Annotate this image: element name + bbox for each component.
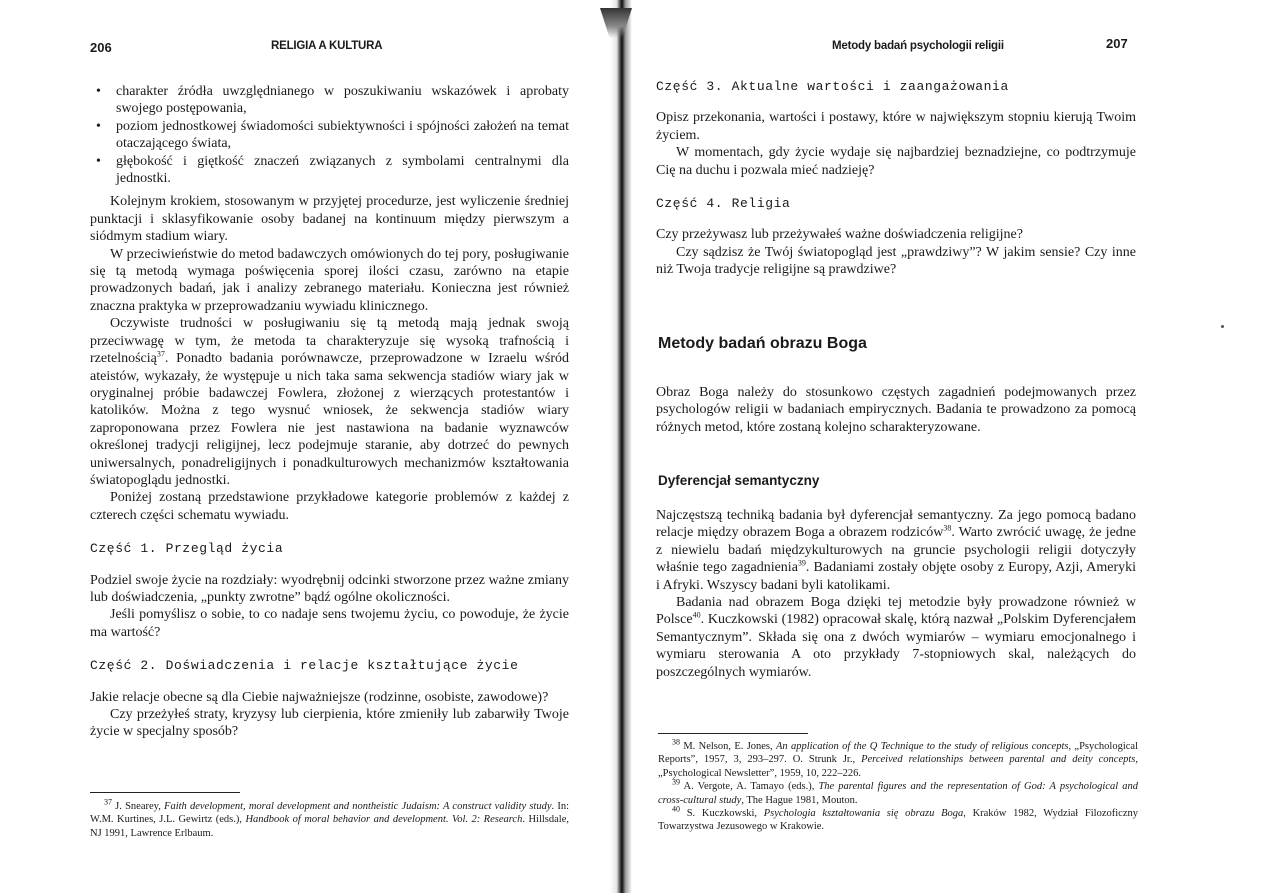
list-item: • poziom jednostkowej świadomości subiektywności i spójności założeń na temat otaczającego świata, (90, 118, 569, 153)
footnote-ref: 38 (943, 523, 952, 533)
section-heading-4: Część 4. Religia (656, 196, 791, 212)
footnote-number: 39 (672, 777, 680, 787)
book-gutter (610, 0, 632, 893)
heading-god-image-methods: Metody badań obrazu Boga (658, 335, 867, 352)
text-span: , Kraków 1982, Wydział Filozoficzny Towarzystwa Jezusowego w Krakowie. (658, 808, 1138, 833)
paragraph: Jeśli pomyślisz o sobie, to co nadaje sens twojemu życiu, co powoduje, że życie ma wartość? (90, 607, 569, 640)
text-span: , „Psychological Newsletter”, 1959, 10, 222–226. (658, 754, 1138, 779)
section-heading-3: Część 3. Aktualne wartości i zaangażowania (656, 79, 1009, 94)
paragraph: Czy przeżywasz lub przeżywałeś ważne doświadczenia religijne? (656, 227, 1023, 243)
footnote-title: An application of the Q Technique to the study of religious concepts (775, 741, 1069, 752)
section-heading-1: Część 1. Przegląd życia (90, 541, 284, 557)
footnote-title: Faith development, moral development and nontheistic Judaism: A construct validity study (164, 801, 552, 812)
footnote-40 (658, 804, 1138, 834)
paragraph: Opisz przekonania, wartości i postawy, które w największym stopniu kierują Twoim życiem. (656, 110, 1136, 143)
text-span: . In: W.M. Kurtines, J.L. Gewirtz (eds.), (90, 801, 569, 826)
running-head-right: Metody badań psychologii religii (832, 40, 1004, 52)
paragraph: Kolejnym krokiem, stosowanym w przyjętej procedurze, jest wyliczenie średniej punktacji i sklasyfikowanie osoby badanej na kontinuum między pierwszym a siódmym stadium wiary. (90, 194, 569, 245)
footnote-rule (658, 733, 808, 734)
footnote-39 (658, 777, 1139, 807)
paragraph: W przeciwieństwie do metod badawczych omówionych do tej pory, posługiwanie się tą metodą wymaga poświęcenia sporej ilości czasu, zarówno na etapie prowadzonych badań, jak i analizy zebranego materiału. Konieczna jest również znaczna praktyka w przeprowadzaniu wywiadu klinicznego. (90, 246, 569, 314)
footnote-title: Psychologia kształtowania się obrazu Boga (763, 808, 964, 820)
footnote-rule (90, 792, 240, 793)
footnote-ref: 40 (692, 610, 701, 620)
footnote-number: 38 (672, 737, 680, 747)
right-page (632, 0, 1263, 893)
heading-semantic-differential: Dyferencjał semantyczny (658, 473, 820, 488)
footnote-ref: 37 (156, 349, 165, 359)
paragraph (656, 507, 1136, 594)
text-span: , „Psychological Reports”, 1957, 3, 293–297. O. Strunk Jr., (658, 741, 1138, 766)
text-span: . Kuczkowski (1982) opracował skalę, którą nazwał „Polskim Dyferencjałem Semantycznym”. Składa się ona z dwóch wymiarów – wymiaru emocjonalnego i wymiaru sterowania A oto przykłady 7-stopniowych skal, należących do poszczególnych wymiarów. (656, 612, 1136, 680)
list-item: • głębokość i giętkość znaczeń związanych z symbolami centralnymi dla jednostki. (90, 153, 569, 188)
running-head-left: RELIGIA A KULTURA (271, 40, 383, 52)
text-span: . Badaniami zostały objęte osoby z Europy, Azji, Ameryki i Afryki. Wszyscy badani byli katolikami. (656, 560, 1136, 593)
list-item: • charakter źródła uwzględnianego w poszukiwaniu wskazówek i aprobaty swojego postępowania, (90, 83, 569, 118)
paragraph: Obraz Boga należy do stosunkowo częstych zagadnień podejmowanych przez psychologów religii w badaniach empirycznych. Badania te prowadzono za pomocą różnych metod, które zostaną kolejno scharakteryzowane. (656, 385, 1136, 435)
footnote-number: 37 (104, 797, 112, 807)
text-span: Oczywiste trudności w posługiwaniu się tą metodą mają jednak swoją przeciwwagę w tym, że metoda ta charakteryzuje się wysoką trafnością i rzetelnością (90, 316, 569, 367)
left-body (90, 83, 569, 741)
paragraph (656, 594, 1136, 681)
text-span: . Warto zwrócić uwagę, że jedne z niewielu badań międzykulturowych na gruncie psychologii religii dotyczyły właśnie tego zagadnienia (656, 525, 1136, 576)
footnote-number: 40 (672, 804, 680, 814)
page-number-left: 206 (90, 40, 112, 55)
section-heading-2: Część 2. Doświadczenia i relacje kształtujące życie (90, 658, 519, 674)
text-span: S. Kuczkowski, (680, 808, 764, 820)
footnote-ref: 39 (797, 558, 806, 568)
footnote-title: The parental figures and the representation of God: A psychological and cross-cultural study (658, 781, 1139, 806)
criteria-list (90, 83, 569, 187)
scan-speck (1221, 325, 1224, 328)
text-span: M. Nelson, E. Jones, (680, 741, 776, 752)
page-number-right: 207 (1106, 36, 1128, 51)
text-span: . Ponadto badania porównawcze, przeprowadzone w Izraelu wśród ateistów, wykazały, że występuje u nich taka sama sekwencja stadiów wiary jak w oryginalnej próbie badawczej Fowlera, złożonej z wierzących protestantów i katolików. Można z tego wysnuć wniosek, że sekwencja stadiów wiary zaproponowana przez Fowlera nie jest nastawiona na badanie wyznawców określonej tradycji religijnej, lecz podejmuje staranie, aby dotrzeć do pewnych uniwersalnych, ponadreligijnych i ponadkulturowych mechanizmów kształtowania światopoglądu jednostki. (90, 351, 569, 488)
text-span: A. Vergote, A. Tamayo (eds.), (680, 781, 819, 793)
paragraph: Jakie relacje obecne są dla Ciebie najważniejsze (rodzinne, osobiste, zawodowe)? (90, 689, 549, 705)
text-span: Najczęstszą techniką badania był dyferencjał semantyczny. Za jego pomocą badano relacje między obrazem Boga a obrazem rodziców (656, 508, 1136, 541)
footnote-38 (658, 737, 1138, 780)
footnote-title: Handbook of moral behavior and development. Vol. 2: Research (245, 814, 523, 826)
right-body (656, 78, 1136, 279)
paragraph: Poniżej zostaną przedstawione przykładowe kategorie problemów z każdej z czterech części schematu wywiadu. (90, 490, 569, 523)
right-body-3 (656, 507, 1136, 681)
paragraph (90, 315, 569, 489)
footnotes-right (658, 737, 1139, 834)
footnote-37 (90, 797, 569, 840)
text-span: . Hillsdale, NJ 1991, Lawrence Erlbaum. (90, 814, 569, 839)
paragraph: Czy sądzisz że Twój światopogląd jest „prawdziwy”? W jakim sensie? Czy inne niż Twoja tradycje religijne są prawdziwe? (656, 244, 1136, 278)
text-span: , The Hague 1981, Mouton. (741, 794, 858, 806)
left-page (0, 0, 610, 893)
footnote-title: Perceived relationships between parental and deity concepts (861, 754, 1136, 766)
right-body-2 (656, 384, 1136, 436)
text-span: Badania nad obrazem Boga dzięki tej metodzie były prowadzone również w Polsce (656, 595, 1136, 628)
paragraph: Podziel swoje życie na rozdziały: wyodrębnij odcinki stworzone przez ważne zmiany lub doświadczenia, „punkty zwrotne” bądź ogólne okoliczności. (90, 572, 569, 605)
paragraph: W momentach, gdy życie wydaje się najbardziej beznadziejne, co podtrzymuje Cię na duchu i pozwala mieć nadzieję? (656, 145, 1136, 178)
text-span: J. Snearey, (112, 801, 165, 812)
paragraph: Czy przeżyłeś straty, kryzysy lub cierpienia, które zmieniły lub zabarwiły Twoje życie w specjalny sposób? (90, 707, 569, 740)
